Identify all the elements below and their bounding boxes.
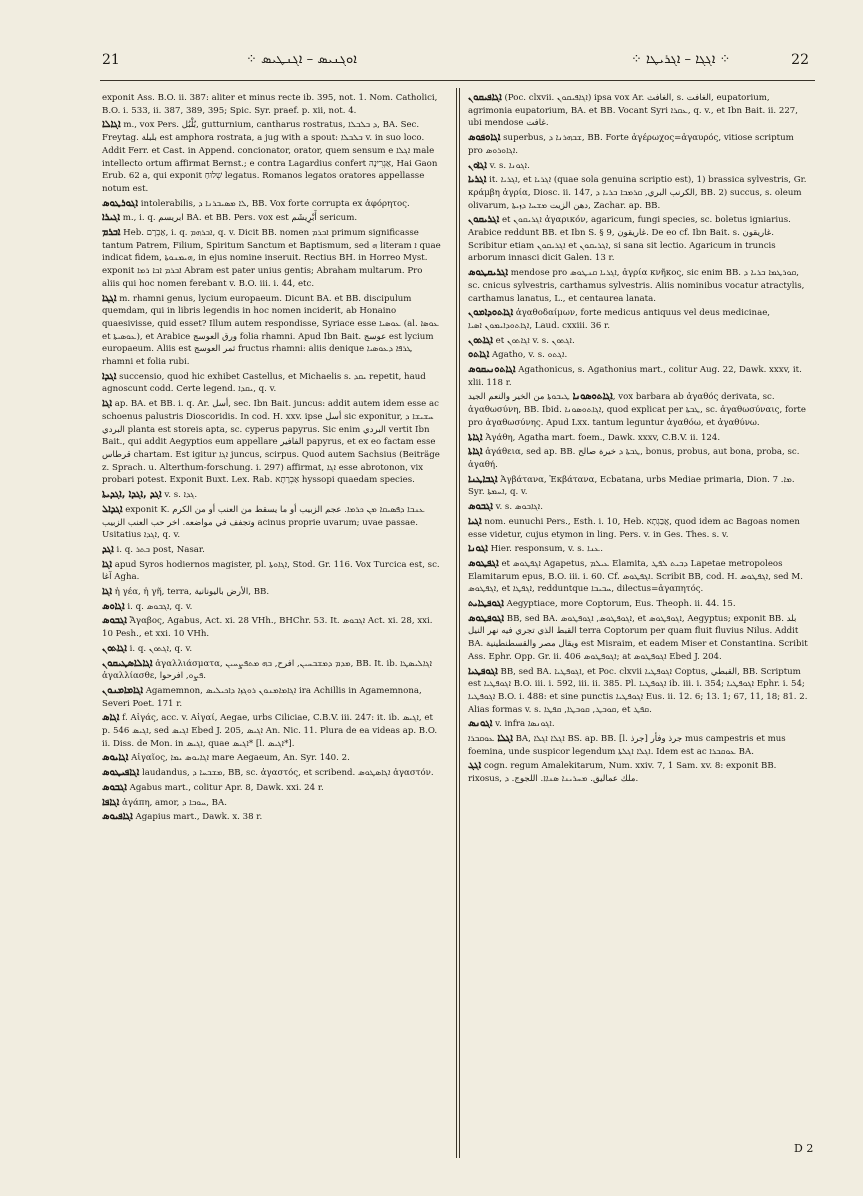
entry-headword: ܐܓܒܘܣ	[468, 501, 493, 513]
running-title-right: ⁘ ܐܓܓܐ – ܐܓܪܝܛܐ ⁘	[631, 52, 731, 67]
entry-text: Agamemnon, ܐܓܐܡܐܡܢܘܢ ܪܘܓܙܐ ܕܐܟܝܠܝܣ ira Achillis in Agamemnona, Severi Poet. 171 r.	[102, 685, 422, 709]
entry-headword: ܐܓܐܦܐ	[102, 796, 120, 808]
entry-text: Αἰγαῖος, ܐܓܐܝܘܣ ܝܡܐ mare Aegaeum, An. Syr. 140. 2.	[131, 753, 350, 764]
dictionary-entry	[102, 782, 442, 795]
dictionary-entry	[468, 214, 808, 265]
dictionary-entry	[102, 615, 442, 640]
entry-headword: ܐܓܒܘܣ	[102, 615, 127, 627]
entry-headword: ܐܓܐܦܝܘܣ	[102, 811, 133, 823]
dictionary-entry	[468, 501, 808, 514]
dictionary-entry	[468, 666, 808, 717]
dictionary-entry	[102, 586, 442, 599]
header-rule	[100, 80, 815, 81]
entry-headword: ܐܓܓܐ	[102, 292, 117, 304]
entry-text: Aegyptiace, more Coptorum, Eus. Theoph. ii. 44. 15.	[506, 599, 736, 610]
entry-text: Agapius mart., Dawk. x. 38 r.	[135, 812, 263, 823]
entry-text: ἀγαλλιάσματα, ܡܕܡ ܕܡܫܒܚܝܢ, افرح, ܒܗ ܡܬܦܨܚܝܢ, BB. It. ib. ܐܓܐܠܝܣܛܐ ἀγαλλίασθε, ܦܨܘ, افرحوا.	[102, 658, 433, 682]
entry-text: superbus, ܫܒܗܪܢܐ ܕ, BB. Forte ἀγέρωχος=ἀγαυρός, vitiose scriptum pro ܐܓܐܘܪܘܣ.	[468, 133, 794, 156]
entry-headword: ܐܓܐܘܦܘܣ	[468, 132, 501, 144]
dictionary-entry	[468, 267, 808, 305]
entry-text: m. rhamni genus, lycium europaeum. Dicunt BA. et BB. discipulum quemdam, qui in libris legendis in hoc nomen inciderit, ab Honaino quaesivisse, quid esset? Illum autem respondisse, Syriace esse ܥܘܣܝܐ (al. ܥܘܣܐ et ܥܘܣܝܬܐ), et Arabice ورق العوسج folia rhamni. Apud Ibn Bait. عوسج est lycium europaeum. Aliis est ثمر العوسج fructus rhamni: aliis denique ܛܪܦܐ ܕܥܘܣܝܐ rhamni et folia rubi.	[102, 293, 440, 368]
entry-headword: ܐܓܪܝܩܛܘܣ	[468, 267, 509, 279]
dictionary-entry	[468, 733, 808, 758]
left-column	[102, 92, 442, 826]
dictionary-entry	[102, 712, 442, 750]
entry-headword: ܐܓܕܐܠ	[102, 503, 123, 515]
entry-text: ἡ γέα, ἡ γῆ, terra, الأرض باليونانية, BB.	[114, 587, 270, 598]
entry-text: ἀγάπη, amor, ܚܘܒܐ ܕ, BA.	[122, 797, 227, 808]
entry-text: BB, sed BA. ܐܓܘܦܛܘܣ, ܐܓܘܦܛܘܣ, et ܐܓܘܦܛܘܣ, Aegyptus; exponit BB. بلد القبط الذي تجري فيه نهر النيل terra Coptorum per quam fluit fluvius Nilus. Addit BA. ويقال مصر والقسطنطينية est Misraim, et eadem Miser et Constantina. Scribit Ass. Ephr. Opp. Gr. ii. 406 ܐܓܘܦܛܘܣ; at ܐܓܘܦܛܘܣ Ebed J. 204.	[468, 613, 808, 662]
entry-text: ἀγάθεια, sed ap. BB. ܛܒܬܐ ܕ خيرة صالح, bonus, probus, aut bona, proba, sc. ἀγαθή.	[468, 447, 800, 470]
entry-headword: ܐܓܐܡܐܡܢܘܢ	[102, 684, 143, 696]
entry-text: Ἄγαβος, Agabus, Act. xi. 28 VHh., BHChr. 53. It. ܐܓܒܘܣ Act. xi. 28, xxi. 10 Pesh., et xxi. 10 VHh.	[102, 616, 433, 640]
dictionary-entry	[102, 658, 442, 683]
entry-text: ap. BA. et BB. i. q. Ar. أسل, sec. Ibn Bait. juncus: addit autem idem esse ac schoenus palustris Dioscoridis. In cod. H. xxv. ipse أسل sic exponitur, ܚܫܝܫܐ ܕ البردي planta est storeis apta, sc. cyperus papyrus. Sic enim البردي vertit Ibn Bait., qui addit Aegyptios eum appellare الفافير papyrus, et ex eo factam esse قرطاس chartam. Est igitur ܐܓܐ juncus, scirpus. Quod autem Sachsius (Beiträge z. Sprach. u. Alterthum-forschung. i. 297) affirmat, ܐܓܐ esse abrotonon, vix probari potest. Exponit Buxt. Lex. Rab. אַבְרָתָא hyssopi quaedam species.	[102, 399, 440, 486]
entry-headword: ܐܓܐܬܘܢ	[102, 642, 127, 654]
entry-text: ἀγαθοδαίμων, forte medicus antiquus vel deus medicinae, ܐܓܐܬܘܕܐܝܡܘܢ ܐܣܝܐ, Laud. cxxiii. 36 r.	[468, 308, 771, 331]
entry-headword: ܐܓܘܢܐ	[468, 543, 488, 555]
entry-headword: ܐܓܘܢܣ	[468, 718, 493, 730]
entry-text: succensio, quod hic exhibet Castellus, et Michaelis s. ܝܩܕ repetit, haud agnoscunt codd. Certe legend. ܝܩܕܐ, q. v.	[102, 371, 426, 395]
running-title-left: ⁘ ܐܘܓܢܝܣ – ܐܓܢܛܝܣ	[246, 52, 357, 67]
dictionary-entry	[102, 212, 442, 225]
entry-headword: ܐܓܒܐܛܢܐ	[468, 473, 498, 485]
entry-text: et ܐܓܪܝܩܘܢ ἀγαρικόν, agaricum, fungi species, sc. boletus igniarius. Arabice reddunt BB. et Ibn S. § 9, غاريقون. De eo cf. Ibn Bait. s. غاريقون. Scribitur etiam ܐܓܪܝܩܘܢ et ܐܓܪܝܩܘܢ, si sana sit lectio. Agaricum in truncis arborum innasci dicit Galen. 13 r.	[468, 215, 791, 264]
entry-headword: ܐܓܘܦܛܐܝܬ	[468, 598, 504, 610]
entry-text: et ܐܓܐܬܘܢ v. s. ܐܓܬܘܢ.	[495, 335, 575, 346]
dictionary-entry	[102, 227, 442, 291]
dictionary-entry	[102, 643, 442, 656]
entry-text: v. s. ܐܓܐܒܘܣ.	[495, 502, 543, 513]
entry-text: BB, sed BA. ܐܓܘܦܛܝܐ, et Poc. clxvii ܐܓܘܦܛܝܐ Coptus, القبطي, BB. Scriptum est ܐܓܘܦܛܝܐ B.O. iii. i. 592, iii. ii. 385. Pl. ܐܓܘܦܛܝܐ ib. iii. i. 354; ܐܓܘܦܛܝܐ Ephr. i. 54; ܐܓܘܦܛܝܐ B.O. i. 488: et sine punctis ܐܓܘܦܛܝܐ Eus. ii. 12. 6; 13. 1; 67, 11, 18; 81. 2. Alias formas v. s. ܩܘܒܛ, ܩܘܒܛܐ, ܩܦܛܐ, et ܩܦܛ.	[468, 666, 808, 715]
entry-headword: ܐܓܒܘܣ	[102, 781, 127, 793]
page-number-right: 22	[791, 52, 809, 68]
entry-headword: ܐܓܘܦܛܘܣ	[468, 612, 505, 624]
dictionary-entry	[102, 811, 442, 824]
dictionary-entry	[102, 504, 442, 542]
dictionary-entry	[468, 613, 808, 664]
entry-headword: ܐܓܝܪܐ	[102, 212, 121, 224]
entry-headword: ܐܓܕ ,ܐܓܕܐ ,ܐܓܕܝܬܐ	[102, 489, 162, 501]
entry-headword: ܐܓܐ	[102, 586, 112, 598]
dictionary-entry	[468, 132, 808, 157]
entry-headword: ܐܓܐܬܘܕܐܡܘܢ	[468, 307, 514, 319]
dictionary-entry	[468, 335, 808, 348]
entry-text: laudandus, ܡܫܒܚܐ ܕ, BB, sc. ἀγαστός, et scribend. ܐܓܐܣܛܘܣ ἀγαστόν.	[141, 768, 434, 779]
entry-headword: ܐܓܐ	[102, 398, 112, 410]
dictionary-entry	[468, 543, 808, 556]
entry-headword: ܐܓܐܣ	[102, 712, 120, 724]
dictionary-entry	[102, 685, 442, 710]
entry-headword: ܐܓܐܦܝܛܘܣ	[102, 767, 140, 779]
entry-text: mendose pro ܐܓܪܝܐ ܩܢܛܘܣ, ἀγρία κνῆκος, sic enim BB. ܩܘܪܛܡܐ ܒܪܝܐ ܕ, sc. cnicus sylvestris, carthamus sylvestris. Aliis nominibus vocatur atractylis, carthamus lanatus, L., et centaurea lanata.	[468, 268, 805, 304]
dictionary-entry	[468, 598, 808, 611]
dictionary-entry	[102, 371, 442, 396]
dictionary-entry	[102, 601, 442, 614]
entry-headword: ܐܓܓ	[468, 760, 482, 772]
dictionary-entry	[102, 544, 442, 557]
entry-text: Hier. responsum, v. s. ܥܢܐ.	[490, 544, 603, 555]
dictionary-entry	[468, 432, 808, 445]
entry-headword: ܐܓܐܬܐ	[468, 446, 483, 458]
entry-headword: ܐܓܐܬܘ	[468, 349, 490, 361]
entry-headword: ܐܓܐ	[102, 558, 112, 570]
page-number-left: 21	[102, 52, 120, 68]
entry-text: Agathonicus, s. Agathonius mart., colitur Aug. 22, Dawk. xxxv, it. xlii. 118 r.	[468, 365, 802, 388]
entry-text: apud Syros hodiernos magister, pl. ܐܓܐܘܬܐ, Stod. Gr. 116. Vox Turcica est, sc. آغا Agha.	[102, 559, 440, 583]
entry-text: Heb. אַבְרָם, i. q. ܐܒܪܗܡ, q. v. Dicit BB. nomen ܐܒܪܡ primum significasse tantum Patrem, Filium, Spiritum Sanctum et Baptismum, sed ܗ literam ܐ quae indicat fidem, ܗܝܡܢܘܬܐ, in ejus nomine inseruit. Rectius BH. in Horreo Myst. exponit ܐܒܪܡ ܐܒܐ ܪܡܐ Abram est pater unius gentis; Abraham multarum. Pro aliis qui hoc nomen ferebant v. B.O. iii. i. 44, etc.	[102, 228, 441, 289]
dictionary-entry	[102, 559, 442, 584]
entry-headword: ܐܓܐܠܐܣܛܝܩܘܢ	[102, 657, 153, 669]
entry-headword: ܐܓܐܠܐ	[102, 119, 121, 131]
dictionary-entry	[102, 92, 442, 117]
entry-headword: ܐܓܪܝܩܘܢ	[468, 214, 500, 226]
entry-headword: ܐܓܕܐ	[102, 370, 117, 382]
entry-text: Agatho, v. s. ܐܓܬܘ.	[491, 350, 568, 361]
dictionary-entry	[468, 760, 808, 785]
entry-text: i. q. ܒܬܪ post, Nasar.	[116, 544, 205, 555]
entry-headword: ܐܓܠܐ	[497, 733, 513, 745]
dictionary-entry	[468, 92, 808, 130]
entry-headword: ܐܓܐܘܢ	[468, 159, 487, 171]
entry-headword: ܐܓܕ	[102, 543, 114, 555]
dictionary-entry	[102, 767, 442, 780]
entry-text: intolerabilis, ܠܐ ܡܣܝܒܪܢܐ ܕ, BB. Vox forte corrupta ex ἀφόρητος.	[140, 198, 410, 209]
dictionary-entry	[468, 391, 808, 429]
dictionary-entry	[102, 119, 442, 195]
entry-text: v. s. ܓܕܐ.	[164, 490, 198, 501]
dictionary-entry	[468, 474, 808, 499]
entry-text: ܛܝܒܘܬܐ من الخير والنعم الجيد, vox barbara ab ἀγαθός derivata, sc. ἀγαθωσύνη, BB. Ibid. ܐܓܐܬܘܣܘܢܐ, quod explicat per ܛܒܬܐ, sc. ἀγαθωσύναις, forte pro ἀγαθωσύνης. Apud Lxx. tantum leguntur ἀγαθόω, et ἀγαθύνω.	[468, 392, 806, 428]
entry-text: exponit K. ܥܢܒܐ ܕܦܣܝܩܐ ܡܢ ܟܪܡܐ. عجم الزبيب أو ما يسقط من العنب أو من الكرم وتجفف في مواضعه. اخر حب العنب الزبيب acinus proprie uvarum; uvae passae. Usitatius ܐܓܕܐ, q. v.	[102, 504, 425, 541]
entry-headword: ܐܓܝܐ	[468, 515, 482, 527]
dictionary-entry	[468, 174, 808, 212]
entry-text: cogn. regum Amalekitarum, Num. xxiv. 7, 1 Sam. xv. 8: exponit BB. rixosus, ملك عماليق. ܡܚܪܝܢܐ ܣܢܐܐ. اللجوج. ܕ.	[468, 761, 777, 785]
entry-headword: ܐܓܘܪܛܘܣ	[102, 197, 138, 209]
column-divider	[456, 88, 457, 1158]
entry-headword: ܐܓܘܦܛܝܐ	[468, 665, 498, 677]
entry-headword: ܐܓܐܬܘܣܘܢܐ	[572, 391, 613, 403]
entry-text: m., i. q. ابریسم BA. et BB. Pers. vox est أَبْرِيشَم sericum.	[122, 213, 358, 224]
dictionary-entry	[468, 364, 808, 389]
entry-text: nom. eunuchi Pers., Esth. i. 10, Heb. אֲבַגְתָא, quod idem ac Bagoas nomen esse videtur, cujus etymon in ling. Pers. v. in Ges. Thes. s. v.	[468, 516, 800, 540]
dictionary-entry	[468, 516, 808, 541]
dictionary-entry	[468, 558, 808, 596]
entry-text: ܥܘܩܒܪܐ BA, ܐܓܠܐ ܐܓܠܐ BS. ap. BB. [l. جرذ] جرذ وفأر mus campestris et mus foemina, unde suspicor legendum ܐܓܠܐ ܐܓܠܬܐ. Idem est ac ܥܘܩܒܪܐ BA.	[468, 734, 786, 757]
entry-text: m., vox Pers. بُلْبُل, gutturnium, cantharus rostratus, ܕ ܒܠܒܠܐ, BA. Sec. Freytag. بلبلة est amphora rostrata, a jug with a spout: ܒܠܒܠܐ v. in suo loco. Addit Ferr. et Cast. in Append. concionator, orator, quem sensum e ܐܓܠܐ male intellecto ortum affirmat Bernst.; e contra Lagardius confert אַגְרִיּנָה, Hai Gaon Erub. 62 a, qui exponit שְׁלוּחַ legatus. Romanos legatos oratores appellasse notum est.	[102, 120, 438, 194]
entry-text: v. infra ܐܓܘܢܣܐ.	[495, 719, 555, 730]
dictionary-entry	[102, 752, 442, 765]
dictionary-entry	[468, 307, 808, 332]
dictionary-entry	[468, 160, 808, 173]
entry-headword: ܐܒܪܡ	[102, 227, 121, 239]
dictionary-entry	[102, 293, 442, 369]
entry-text: exponit Ass. B.O. ii. 387: aliter et minus recte ib. 395, not. 1. Nom. Catholici, B.O. i. 533, ii. 387, 389, 395; Spic. Syr. praef. p. xii, not. 4.	[102, 93, 438, 116]
entry-text: i. q. ܐܓܒܘܣ, q. v.	[127, 601, 193, 612]
dictionary-entry	[102, 797, 442, 810]
running-header	[96, 52, 815, 74]
dictionary-entry	[468, 718, 808, 731]
dictionary-entry	[102, 198, 442, 211]
dictionary-entry	[468, 349, 808, 362]
entry-text: it. ܐܓܪܝܐ, et ܐܓܪܝܐ (quae sola genuina scriptio est), 1) brassica sylvestris, Gr. κράμβη ἀγρία, Diosc. ii. 147, الكرنب البري, ܩܪܡܒܐ ܒܪܝܐ ܕ, BB. 2) succus, s. oleum olivarum, دهن الزيت ܡܫܚܐ ܕܙܝܬܐ, Zachar. ap. BB.	[468, 175, 807, 211]
entry-text: Ἀγβάτανα, Ἐκβάτανα, Ecbatana, urbs Mediae primaria, Dion. ܡܐ. 7. Syr. ܐܚܡܬܐ, q. v.	[468, 474, 795, 498]
entry-text: f. Αἰγάς, acc. v. Αἰγαί, Aegae, urbs Ciliciae, C.B.V. iii. 247: it. ib. ܐܓܝܣ, et p. 546 ܐܓܝܣ, sed ܐܓܝܣ Ebed J. 205, ܐܓܝܣ An. Nic. 11. Plura de ea videas ap. B.O. ii. Diss. de Mon. in ܐܓܝܣ, quae ܐܓܝܣ* [l. ܐܓܝܣ*].	[102, 713, 438, 749]
signature-mark: D 2	[794, 1142, 814, 1155]
entry-text: i. q. ܐܓܬܘܢ, q. v.	[129, 643, 193, 654]
right-column	[468, 92, 808, 788]
entry-text: Ἀγάθη, Agatha mart. foem., Dawk. xxxv, C.B.V. ii. 124.	[485, 432, 721, 443]
dictionary-entry	[468, 446, 808, 471]
entry-headword: ܐܓܪܝܐ	[468, 174, 487, 186]
entry-headword: ܐܓܐܝܘܣ	[102, 752, 129, 764]
entry-text: (Poc. clxvii. ܐܓܐܦܝܩܘܢ) ipsa vox Ar. الغافث, s. الغافت, eupatorium, agrimonia eupatorium, BA. et BB. Vocant Syri ܥܩܪܐ, q. v., et Ibn Bait. ii. 227, ubi mendose غافت.	[468, 93, 798, 129]
entry-headword: ܐܓܐܘܣ	[102, 600, 125, 612]
entry-text: v. s. ܐܓܘܢܐ.	[489, 160, 530, 171]
entry-text: Agabus mart., colitur Apr. 8, Dawk. xxi. 24 r.	[129, 782, 324, 793]
entry-headword: ܐܓܦܛܘܣ	[468, 557, 499, 569]
entry-headword: ܐܓܐܬܘܢܝܩܘܣ	[468, 364, 516, 376]
dictionary-entry	[102, 489, 442, 502]
entry-headword: ܐܓܐܬܘܢ	[468, 334, 493, 346]
dictionary-entry	[102, 398, 442, 487]
entry-text: et ܐܓܦܛܘܣ Agapetus, ܥܝܠܡ Elamita, ܕܒܝܬ ܠܦܛ Lapetae metropoleos Elamitarum epus, B.O. iii. i. 60. Cf. ܐܓܦܛܘܣ. Scribit BB, cod. H. ܐܓܦܛܘܣ, sed M. ܐܓܦܛܘܣ, et ܐܓܦܛܐ, redduntque ܚܒܝܒܐ, dilectus=ἀγαπητός.	[468, 558, 803, 595]
entry-headword: ܐܓܐܦܝܩܘܢ	[468, 92, 502, 103]
entry-headword: ܐܓܐܬܐ	[468, 431, 483, 443]
